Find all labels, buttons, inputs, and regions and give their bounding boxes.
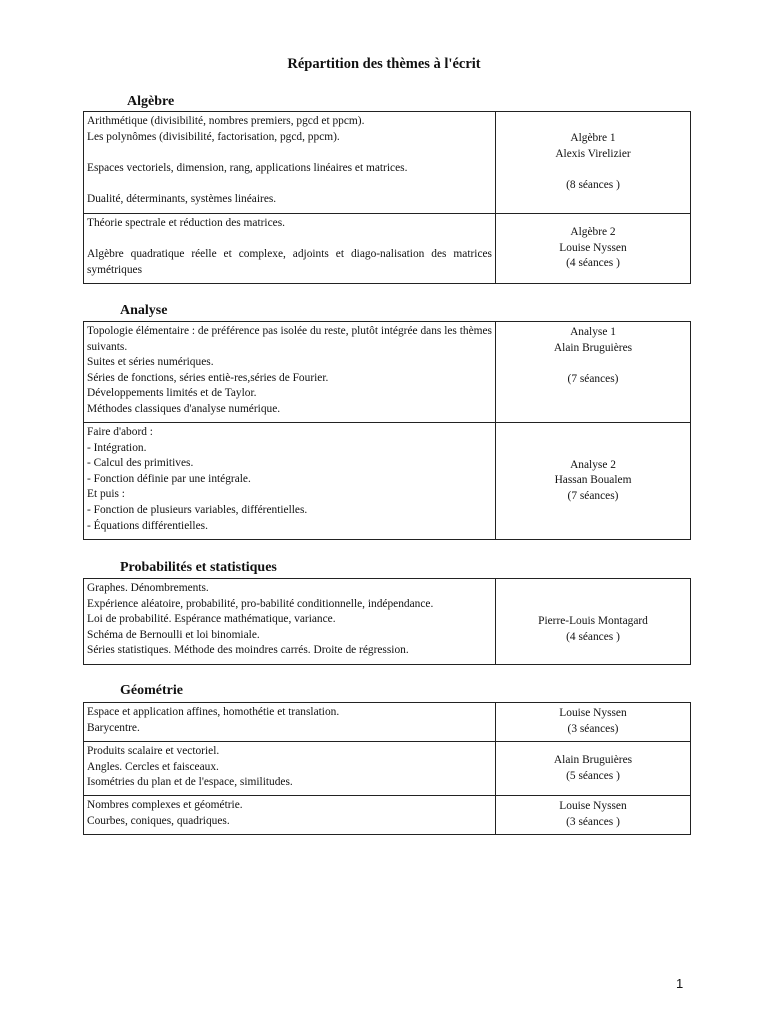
topic-line: Algèbre quadratique réelle et complexe, adjoints et diago-nalisation des matrices symétriques (87, 248, 492, 276)
topic-line: Faire d'abord : (87, 426, 153, 438)
topic-line: Les polynômes (divisibilité, factorisation, pgcd, ppcm). (87, 130, 340, 143)
topic-line: - Calcul des primitives. (87, 457, 194, 470)
assignment-cell (496, 579, 691, 665)
topics-cell (84, 423, 496, 540)
topic-line: - Fonction de plusieurs variables, différentielles. (87, 503, 308, 516)
page-number: 1 (676, 976, 684, 991)
session-count: (7 séances) (567, 372, 619, 385)
topic-line: Angles. Cercles et faisceaux. (87, 760, 219, 773)
topic-line: Nombres complexes et géométrie. (87, 799, 243, 811)
section-table-algebre (83, 111, 691, 284)
topics-cell (84, 322, 496, 423)
topic-line: Développements limités et de Taylor. (87, 387, 257, 400)
topic-line: - Équations différentielles. (87, 519, 208, 532)
topics-cell (84, 112, 496, 214)
topic-line: Méthodes classiques d'analyse numérique. (87, 402, 281, 415)
teacher-name: Alain Bruguières (553, 753, 633, 766)
topic-line: Isométries du plan et de l'espace, similitudes. (87, 776, 293, 789)
table-row (84, 423, 691, 540)
topic-line: Loi de probabilité. Espérance mathématique, variance. (87, 613, 336, 626)
topic-line: Et puis : (87, 488, 125, 501)
assignment-cell (496, 703, 691, 742)
teacher-name: Louise Nyssen (559, 241, 627, 254)
assignment-cell (496, 796, 691, 835)
course-name: Algèbre 2 (570, 226, 616, 239)
topic-line: Séries statistiques. Méthode des moindres carrés. Droite de régression. (87, 644, 409, 657)
session-count: (7 séances) (567, 489, 619, 502)
assignment-gap (498, 163, 688, 179)
session-count: (3 séances ) (566, 816, 620, 828)
topic-line: Barycentre. (87, 721, 140, 734)
topics-cell (84, 796, 496, 835)
table-row (84, 796, 691, 835)
table-row (84, 742, 691, 796)
assignment-cell (496, 322, 691, 423)
topic-gap (87, 145, 492, 161)
topics-cell (84, 579, 496, 665)
topic-gap (87, 232, 492, 248)
topics-cell (84, 703, 496, 742)
section-table-analyse (83, 321, 691, 540)
topic-gap (87, 176, 492, 192)
topic-line: Schéma de Bernoulli et loi binomiale. (87, 628, 260, 641)
topic-line: Produits scalaire et vectoriel. (87, 745, 220, 757)
topic-line: Courbes, coniques, quadriques. (87, 814, 230, 827)
assignment-cell (496, 742, 691, 796)
topic-line: - Fonction définie par une intégrale. (87, 472, 251, 485)
teacher-name: Hassan Boualem (554, 474, 632, 487)
teacher-name: Alexis Virelizier (555, 147, 631, 160)
topic-line: Séries de fonctions, séries entiè-res,séries de Fourier. (87, 371, 329, 384)
course-name: Analyse 1 (570, 326, 616, 338)
course-name: Analyse 2 (570, 458, 616, 471)
section-heading-algebre: Algèbre (127, 94, 175, 109)
page-title: Répartition des thèmes à l'écrit (287, 56, 481, 72)
topics-cell (84, 214, 496, 284)
course-name: Algèbre 1 (570, 132, 616, 145)
section-heading-geometrie: Géométrie (120, 683, 183, 698)
topic-line: Expérience aléatoire, probabilité, pro-babilité conditionnelle, indépendance. (87, 597, 434, 610)
teacher-name: Louise Nyssen (559, 707, 627, 720)
section-heading-probabilites: Probabilités et statistiques (120, 560, 277, 575)
topics-cell (84, 742, 496, 796)
assignment-gap (498, 356, 688, 372)
session-count: (4 séances ) (566, 630, 620, 643)
topic-line: Dualité, déterminants, systèmes linéaires. (87, 192, 277, 205)
topic-line: Topologie élémentaire : de préférence pas isolée du reste, plutôt intégrée dans les thèmes suivants. (87, 325, 492, 353)
topic-line: - Intégration. (87, 441, 147, 454)
section-table-geometrie (83, 702, 691, 835)
table-row (84, 112, 691, 214)
session-count: (4 séances ) (566, 257, 620, 270)
teacher-name: Louise Nyssen (559, 800, 627, 813)
table-row (84, 579, 691, 665)
topic-line: Théorie spectrale et réduction des matrices. (87, 217, 285, 229)
topic-line: Espace et application affines, homothétie et translation. (87, 706, 340, 718)
table-row (84, 703, 691, 742)
assignment-cell (496, 423, 691, 540)
assignment-cell (496, 214, 691, 284)
section-table-probabilites (83, 578, 691, 665)
topic-line: Arithmétique (divisibilité, nombres premiers, pgcd et ppcm). (87, 115, 365, 127)
topic-line: Espaces vectoriels, dimension, rang, applications linéaires et matrices. (87, 161, 408, 174)
table-row (84, 214, 691, 284)
topic-line: Graphes. Dénombrements. (87, 582, 209, 594)
session-count: (3 séances) (567, 723, 619, 735)
teacher-name: Pierre-Louis Montagard (538, 614, 648, 627)
section-heading-analyse: Analyse (120, 303, 168, 318)
table-row (84, 322, 691, 423)
session-count: (5 séances ) (566, 769, 620, 782)
topic-line: Suites et séries numériques. (87, 356, 214, 369)
assignment-cell (496, 112, 691, 214)
session-count: (8 séances ) (566, 179, 620, 192)
teacher-name: Alain Bruguières (553, 341, 633, 354)
